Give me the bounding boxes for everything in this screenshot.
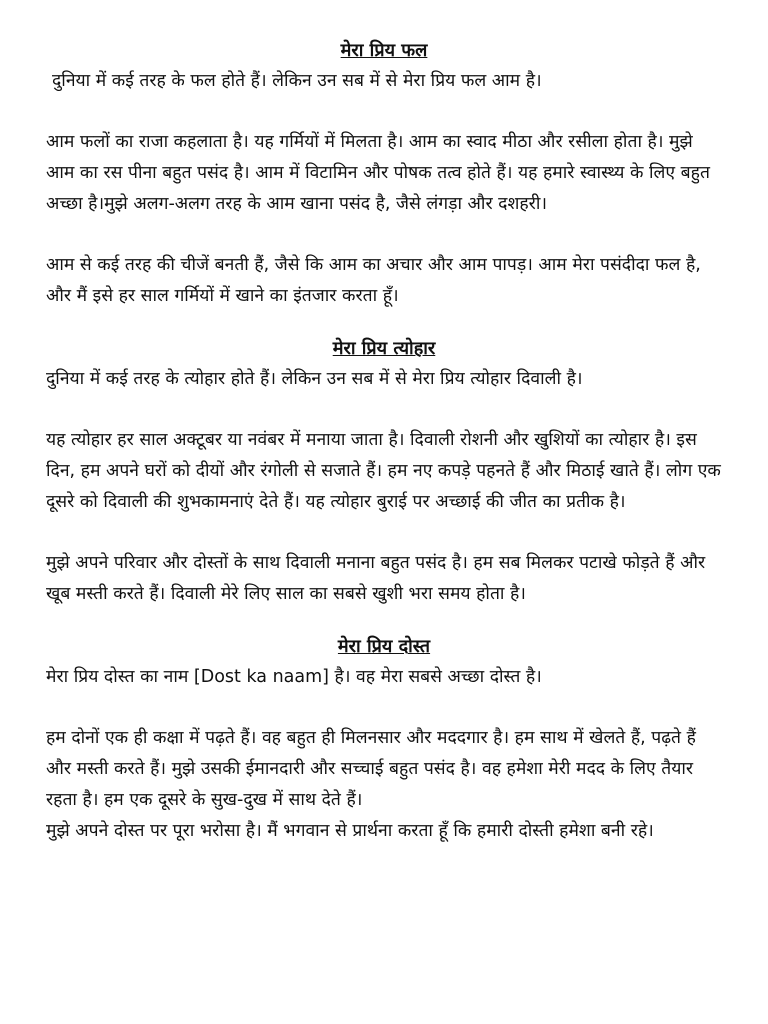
section-favorite-friend (46, 632, 722, 847)
section-heading: मेरा प्रिय फल (340, 40, 428, 61)
paragraph: दुनिया में कई तरह के त्योहार होते हैं। लेकिन उन सब में से मेरा प्रिय त्योहार दिवाली है। (46, 369, 583, 389)
section-heading: मेरा प्रिय त्योहार (332, 338, 436, 359)
section-favorite-fruit (46, 36, 722, 312)
paragraph: मेरा प्रिय दोस्त का नाम [Dost ka naam] है। वह मेरा सबसे अच्छा दोस्त है। (46, 667, 542, 687)
paragraph: हम दोनों एक ही कक्षा में पढ़ते हैं। वह बहुत ही मिलनसार और मददगार है। हम साथ में खेलते हैं, पढ़ते हैं और मस्ती करते हैं। मुझे उसकी ईमानदारी और सच्चाई बहुत पसंद है। वह हमेशा मेरी मदद के लिए तैयार रहता है। हम एक दूसरे के सुख-दुख में साथ देते हैं। (46, 728, 696, 810)
section-heading: मेरा प्रिय दोस्त (337, 636, 431, 657)
document-page (46, 36, 722, 847)
paragraph: आम फलों का राजा कहलाता है। यह गर्मियों में मिलता है। आम का स्वाद मीठा और रसीला होता है। मुझे आम का रस पीना बहुत पसंद है। आम में विटामिन और पोषक तत्व होते हैं। यह हमारे स्वास्थ्य के लिए बहुत अच्छा है।मुझे अलग-अलग तरह के आम खाना पसंद है, जैसे लंगड़ा और दशहरी। (46, 132, 710, 214)
paragraph: आम से कई तरह की चीजें बनती हैं, जैसे कि आम का अचार और आम पापड़। आम मेरा पसंदीदा फल है, और मैं इसे हर साल गर्मियों में खाने का इंतजार करता हूँ। (46, 255, 701, 306)
paragraph: मुझे अपने दोस्त पर पूरा भरोसा है। मैं भगवान से प्रार्थना करता हूँ कि हमारी दोस्ती हमेशा बनी रहे। (46, 821, 654, 841)
paragraph: मुझे अपने परिवार और दोस्तों के साथ दिवाली मनाना बहुत पसंद है। हम सब मिलकर पटाखे फोड़ते हैं और खूब मस्ती करते हैं। दिवाली मेरे लिए साल का सबसे खुशी भरा समय होता है। (46, 553, 706, 604)
paragraph: यह त्योहार हर साल अक्टूबर या नवंबर में मनाया जाता है। दिवाली रोशनी और खुशियों का त्योहार है। इस दिन, हम अपने घरों को दीयों और रंगोली से सजाते हैं। हम नए कपड़े पहनते हैं और मिठाई खाते हैं। लोग एक दूसरे को दिवाली की शुभकामनाएं देते हैं। यह त्योहार बुराई पर अच्छाई की जीत का प्रतीक है। (46, 430, 721, 512)
paragraph: दुनिया में कई तरह के फल होते हैं। लेकिन उन सब में से मेरा प्रिय फल आम है। (52, 71, 542, 91)
section-favorite-festival (46, 334, 722, 610)
